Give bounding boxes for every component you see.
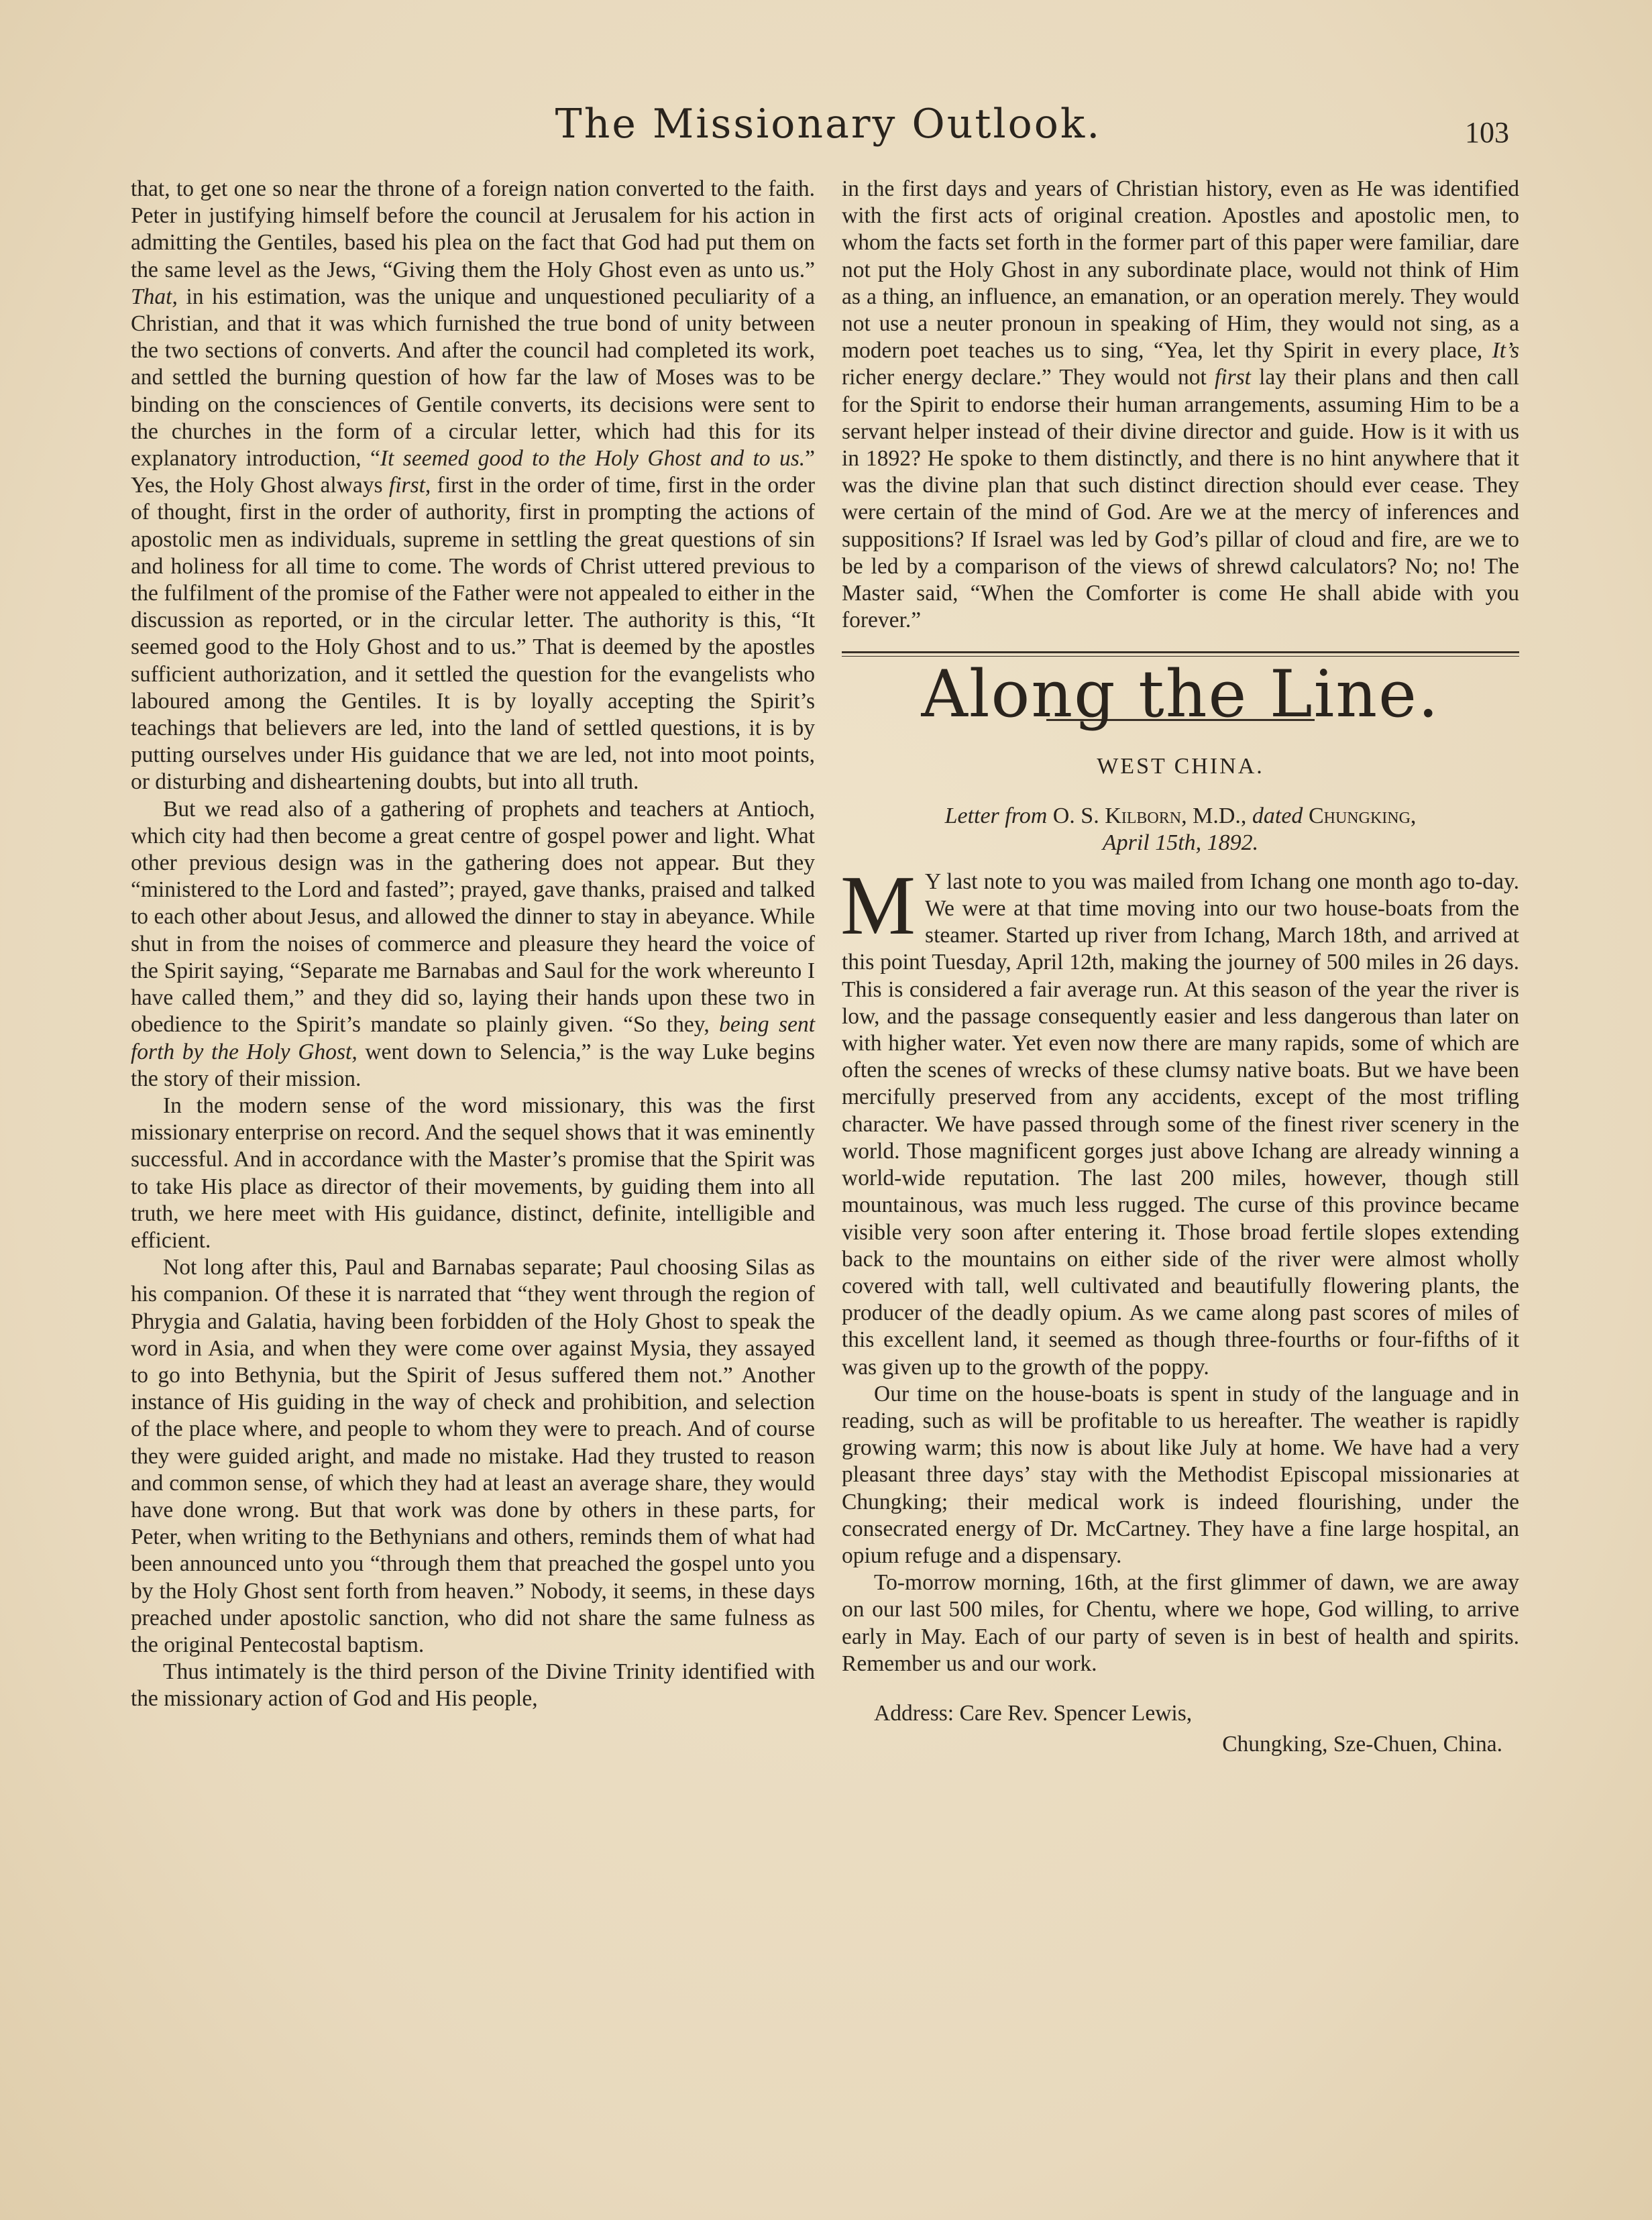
subheading: WEST CHINA. — [1097, 753, 1264, 779]
text-run: But we read also of a gathering of prophets and teachers at Antioch, which city had then become a great centre of gospel power and light. What other previous design was in the gathering does not appear. But they “ministered to the Lord and fasted”; prayed, gave thanks, praised and talked to each other about Jesus, and allowed the dinner to stay in abeyance. While shut in from the noises of commerce and pleasure they heard the voice of the Spirit saying, “Separate me Barnabas and Saul for the work whereunto I have called them,” and they did so, laying their hands upon these two in obedience to the Spirit’s mandate so plainly given. “So they, — [131, 796, 815, 1038]
italic-run: first, — [388, 473, 431, 498]
page-header — [127, 101, 1529, 168]
italic-quote: It seemed good to the Holy Ghost and to us. — [380, 446, 806, 471]
text-run: went down to Selencia,” is the way Luke begins the story of their mission. — [131, 1039, 816, 1091]
letter-paragraph-2: Our time on the house-boats is spent in study of the language and in reading, such as will be profitable to us hereafter. The weather is rapidly growing warm; this now is about like July at home. We have had a very pleasant three days’ stay with the Methodist Episcopal missionaries at Chungking; their medical work is indeed flourishing, under the consecrated energy of Dr. McCartney. They have a fine large hospital, an opium refuge and a dispensary. — [842, 1381, 1519, 1568]
letter-from-label: Letter from — [944, 803, 1053, 828]
letter-author: O. S. Kilborn, M.D., — [1052, 803, 1247, 828]
italic-run: being sent forth by the Holy Ghost, — [131, 1012, 815, 1064]
text-run: ” Yes, the Holy Ghost always — [131, 446, 815, 498]
address-line-2: Chungking, Sze-Chuen, China. — [1222, 1732, 1502, 1757]
italic-run: That, — [131, 284, 178, 309]
address-line-1: Address: Care Rev. Spencer Lewis, — [874, 1700, 1193, 1726]
left-paragraph-4: Not long after this, Paul and Barnabas separate; Paul choosing Silas as his companion. Of these it is narrated that “they went through the region of Phrygia and Galatia, having been forbidden of the Holy Ghost to speak the word in Asia, and when they were come over against Mysia, they assayed to go into Bethynia, but the Spirit of Jesus suffered them not.” Another instance of His guiding in the way of check and prohibition, and selection of the place where, and people to whom they were to preach. And of course they were guided aright, and made no mistake. Had they trusted to reason and common sense, of which they had at least an average share, they would have done wrong. But that work was done by others in these parts, for Peter, when writing to the Bethynians and others, reminds them of what had been announced unto you “through them that preached the gospel unto you by the Holy Ghost sent forth from heaven.” Nobody, it seems, in these days preached under apostolic sanction, who did not share the same fulness as the original Pentecostal baptism. — [131, 1255, 815, 1657]
text-run: that, to get one so near the throne of a foreign nation converted to the faith. Peter in justifying himself before the council at Jerusalem for his action in admitting the Gentiles, based his plea on the fact that God had put them on the same level as the Jews, “Giving them the Holy Ghost even as unto us.” — [131, 176, 815, 282]
letter-date: April 15th, 1892. — [1102, 830, 1259, 855]
left-paragraph-1 — [131, 176, 815, 796]
text-run: Y last note to you was mailed from Ichang one month ago to-day. We were at that time moving into our two house-boats from the steamer. Started up river from Ichang, March 18th, and arrived at this point Tuesday, April 12th, making the journey of 500 miles in 26 days. This is considered a fair average run. At this season of the year the river is low, and the passage consequently easier and less dangerous than later on with higher water. Yet even now there are many rapids, some of which are often the scenes of wrecks of these clumsy native boats. But we have been mercifully preserved from any accidents, except of the most trifling character. We have passed through some of the finest river scenery in the world. Those magnificent gorges just above Ichang are already winning a world-wide reputation. The last 200 miles, however, though still mountainous, was much less rugged. The curse of this province became visible very soon after entering it. Those broad fertile slopes extending back to the mountains on either side of the river were almost wholly covered with tall, well cultivated and beautifully flowering plants, the producer of the deadly opium. As we came along past scores of miles of this excellent land, it seemed as though three-fourths or four-fifths of it was given up to the growth of the poppy. — [842, 869, 1519, 1380]
text-run: richer energy declare.” They would not — [842, 365, 1215, 390]
text-run: in the first days and years of Christian history, even as He was identified with the first acts of original creation. Apostles and apostolic men, to whom the facts set forth in the former part of this paper were familiar, dare not put the Holy Ghost in any subordinate place, would not think of Him as a thing, an influence, an emanation, or an operation merely. They would not use a neuter pronoun in speaking of Him, they would not sing, as a modern poet teaches us to sing, “Yea, let thy Spirit in every place, — [842, 176, 1519, 364]
text-run: first in the order of time, first in the order of thought, first in the order of authority, first in prompting the actions of apostolic men as individuals, supreme in settling the great questions of sin and holiness for all time to come. The words of Christ uttered previous to the fulfilment of the promise of the Father were not appealed to either in the discussion as reported, or in the circular letter. The authority is this, “It seemed good to the Holy Ghost and to us.” That is deemed by the apostles sufficient authorization, and it settled the question for the evangelists who laboured among the Gentiles. It is by loyally accepting the Spirit’s teachings that believers are led, into the land of settled questions, it is by putting ourselves under His guidance that we are led, not into moot points, or disturbing and disheartening doubts, but into all truth. — [131, 473, 815, 795]
italic-run: It’s — [1492, 338, 1519, 364]
text-run: in his estimation, was the unique and unquestioned peculiarity of a Christian, and that it was which furnished the true bond of unity between the two sections of converts. And after the council had completed its work, and settled the burning question of how far the law of Moses was to be binding on the consciences of Gentile converts, its decisions were sent to the churches in the form of a circular letter, which had this for its explanatory introduction, “ — [131, 284, 815, 471]
page-number: 103 — [1465, 116, 1509, 149]
letter-address — [842, 1700, 1519, 1758]
text-run: lay their plans and then call for the Spirit to endorse their human arrangements, assuming Him to be a servant helper instead of their divine director and guide. How is it with us in 1892? He spoke to them distinctly, and there is no hint anywhere that it was the divine plan that such distinct direction should ever cease. They were certain of the mind of God. Are we at the mercy of inferences and suppositions? If Israel was led by God’s pillar of cloud and fire, are we to be led by a comparison of the views of shrewd calculators? No; no! The Master said, “When the Comforter is come He shall abide with you forever.” — [842, 365, 1519, 633]
letter-header — [842, 803, 1519, 856]
left-column — [131, 176, 815, 1713]
section-heading: Along the Line. — [921, 657, 1440, 732]
left-paragraph-5: Thus intimately is the third person of the Divine Trinity identified with the missionary action of God and His people, — [131, 1659, 815, 1712]
letter-paragraph-3: To-morrow morning, 16th, at the first glimmer of dawn, we are away on our last 500 miles, for Chentu, where we hope, God willing, to arrive early in May. Each of our party of seven is in best of health and spirits. Remember us and our work. — [842, 1570, 1519, 1676]
left-paragraph-2 — [131, 796, 815, 1093]
right-column — [842, 176, 1519, 1758]
italic-run: first — [1214, 365, 1251, 390]
left-paragraph-3: In the modern sense of the word missionary, this was the first missionary enterprise on record. And the sequel shows that it was eminently successful. And in accordance with the Master’s promise that the Spirit was to take His place as director of their movements, by guiding them into all truth, we here meet with His guidance, distinct, definite, intelligible and efficient. — [131, 1093, 815, 1253]
letter-paragraph-1 — [840, 858, 1519, 1381]
letter-place: Chungking, — [1308, 803, 1417, 828]
right-continuation-paragraph — [842, 176, 1519, 634]
letter-dated-label: dated — [1246, 803, 1309, 828]
running-title: The Missionary Outlook. — [555, 101, 1102, 148]
section-divider — [842, 651, 1519, 657]
drop-cap: M — [840, 858, 916, 952]
